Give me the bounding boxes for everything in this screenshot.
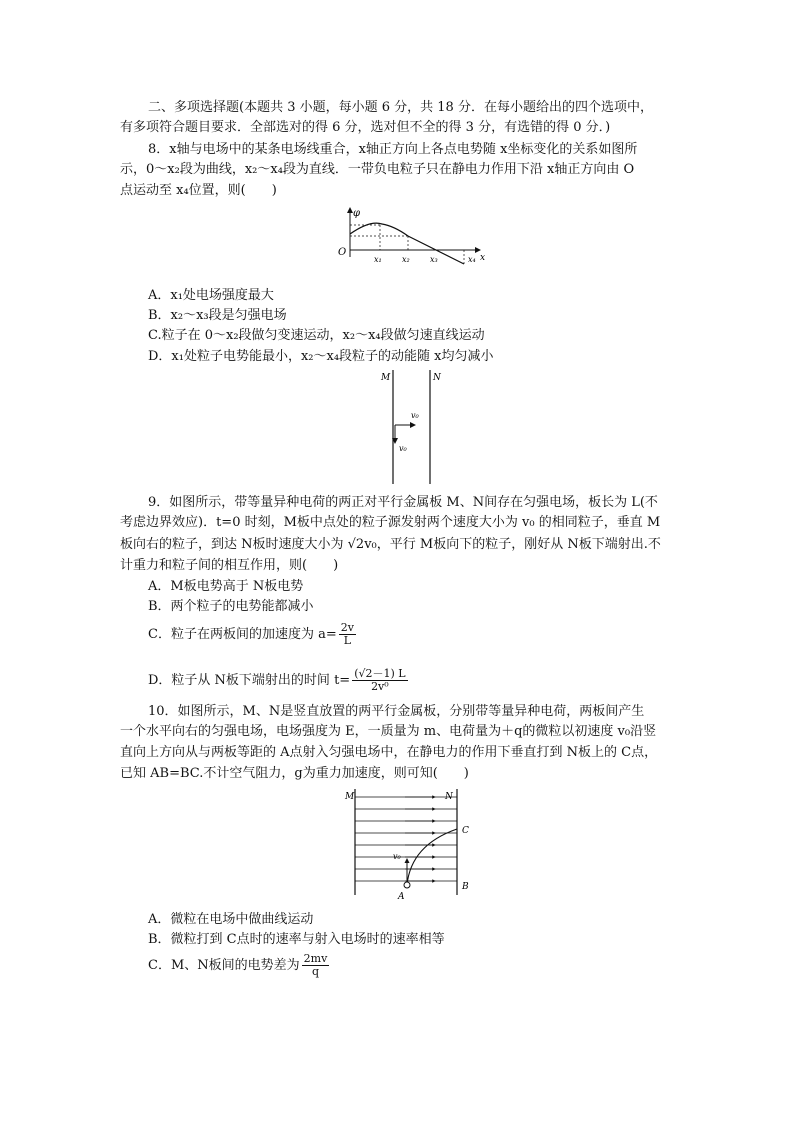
- q10-option-b: B．微粒打到 C点时的速率与射入电场时的速率相等: [148, 932, 445, 947]
- q8-stem-line1: 8．x轴与电场中的某条电场线重合，x轴正方向上各点电势随 x坐标变化的关系如图所: [148, 142, 638, 157]
- x-label: x: [480, 253, 486, 263]
- q9-option-d: [148, 668, 708, 693]
- plate-m-label: M: [345, 792, 355, 802]
- q9-sqrt2: √2: [347, 537, 365, 552]
- fraction-numerator: (√2－1) L: [354, 667, 406, 680]
- plate-m-label: M: [381, 373, 391, 383]
- q10-option-c: [148, 953, 708, 978]
- q9-stem-line3-a: 板向右的粒子，到达 N板时速度大小为: [120, 537, 348, 552]
- q8-option-d: D．x₁处粒子电势能最小，x₂～x₄段粒子的动能随 x均匀减小: [148, 349, 494, 364]
- q9-option-d-fraction: [352, 668, 407, 693]
- q10-stem-line2: 一个水平向右的匀强电场，电场强度为 E，一质量为 m、电荷量为＋q的微粒以初速度 v₀沿竖: [120, 724, 657, 739]
- q9-parallel-plates: [375, 368, 445, 488]
- x1-label: x₁: [374, 255, 382, 264]
- section-heading-line2: 有多项符合题目要求．全部选对的得 6 分，选对但不全的得 3 分，有选错的得 0 分．): [120, 120, 611, 135]
- point-a-label: A: [398, 892, 405, 902]
- q8-option-a: A．x₁处电场强度最大: [148, 288, 274, 303]
- section-heading-line1: 二、多项选择题(本题共 3 小题，每小题 6 分，共 18 分．在每小题给出的四个选项中，: [148, 100, 653, 115]
- q10-stem-line3: 直向上方向从与两板等距的 A点射入匀强电场中，在静电力的作用下垂直打到 N板上的 C点，: [120, 745, 658, 760]
- point-c-label: C: [462, 826, 469, 836]
- phi-label: φ: [353, 208, 361, 219]
- fraction-numerator: 2v: [340, 621, 354, 634]
- fraction-numerator: 2mv: [303, 952, 328, 965]
- q9-stem-line2: 考虑边界效应)．t=0 时刻，M板中点处的粒子源发射两个速度大小为 v₀ 的相同粒子，垂直 M: [120, 515, 661, 530]
- particle-point-a: [404, 882, 410, 888]
- fraction-denominator: 2v⁰: [371, 680, 389, 693]
- q8-stem-line2: 示，0～x₂段为曲线，x₂～x₄段为直线．一带负电粒子只在静电力作用下沿 x轴正方向由 O: [120, 162, 635, 177]
- q9-stem-line1: 9．如图所示，带等量异种电荷的两正对平行金属板 M、N间存在匀强电场，板长为 L(不: [148, 495, 658, 510]
- x4-label: x₄: [468, 255, 476, 264]
- q9-option-c-fraction: [339, 622, 356, 647]
- q9-option-b: B．两个粒子的电势能都减小: [148, 599, 314, 614]
- x2-label: x₂: [402, 255, 410, 264]
- q10-stem-line4: 已知 AB=BC.不计空气阻力，g为重力加速度，则可知( ): [120, 766, 469, 781]
- q8-option-c: C.粒子在 0～x₂段做匀变速运动，x₂～x₄段做匀速直线运动: [148, 328, 485, 343]
- v0-right-label: v₀: [411, 411, 419, 420]
- q9-stem-line3: [120, 535, 680, 555]
- q9-option-d-text: D．粒子从 N板下端射出的时间 t=: [148, 673, 351, 688]
- plate-n-label: N: [445, 792, 453, 802]
- x3-label: x₃: [430, 255, 438, 264]
- q10-option-c-text: C．M、N板间的电势差为: [148, 958, 300, 973]
- v0-down-label: v₀: [399, 444, 407, 453]
- point-b-label: B: [462, 882, 469, 892]
- q10-option-c-fraction: [302, 953, 330, 978]
- q9-option-a: A．M板电势高于 N板电势: [148, 579, 304, 594]
- q10-stem-line1: 10．如图所示，M、N是竖直放置的两平行金属板，分别带等量异种电荷，两板间产生: [148, 704, 645, 719]
- q9-option-c-text: C．粒子在两板间的加速度为 a=: [148, 627, 337, 642]
- q10-option-a: A．微粒在电场中做曲线运动: [148, 912, 314, 927]
- origin-label: O: [338, 247, 347, 258]
- plate-n-label: N: [433, 373, 441, 383]
- q8-option-b: B．x₂～x₃段是匀强电场: [148, 308, 287, 323]
- q9-option-c: [148, 622, 708, 647]
- v0-label: v₀: [393, 852, 401, 861]
- fraction-denominator: L: [343, 634, 351, 647]
- q10-field-diagram: [335, 785, 485, 903]
- q9-stem-line3-c: v₀，平行 M板向下的粒子，刚好从 N板下端射出.不: [364, 537, 661, 552]
- q8-potential-graph: [330, 202, 500, 272]
- field-lines: [355, 797, 457, 881]
- q8-stem-line3: 点运动至 x₄位置，则( ): [120, 183, 277, 198]
- q9-stem-line4: 计重力和粒子间的相互作用，则( ): [120, 558, 339, 573]
- fraction-denominator: q: [311, 965, 319, 978]
